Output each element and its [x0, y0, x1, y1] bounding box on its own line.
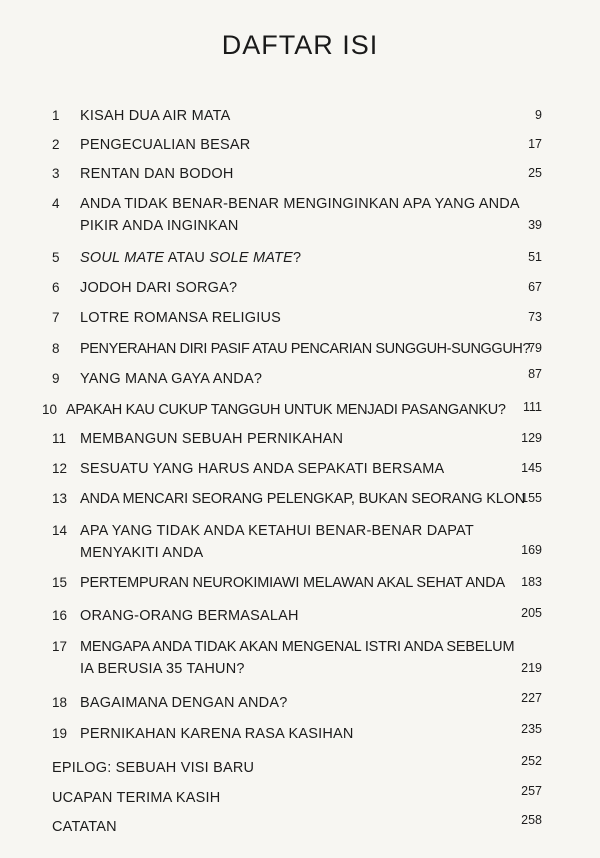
page-number: 252 — [521, 754, 542, 768]
chapter-title-continued: MENYAKITI ANDA — [80, 545, 204, 561]
page-number: 155 — [521, 491, 542, 505]
chapter-title: PENYERAHAN DIRI PASIF ATAU PENCARIAN SUNGGUH-SUNGGUH? — [80, 341, 531, 357]
page-number: 235 — [521, 722, 542, 736]
chapter-title-continued: PIKIR ANDA INGINKAN — [80, 218, 239, 234]
chapter-title: JODOH DARI SORGA? — [80, 280, 238, 296]
chapter-title: YANG MANA GAYA ANDA? — [80, 371, 263, 387]
chapter-number: 13 — [52, 491, 68, 506]
chapter-title: ANDA TIDAK BENAR-BENAR MENGINGINKAN APA YANG ANDA — [80, 196, 520, 212]
chapter-number: 16 — [52, 608, 68, 623]
chapter-title-italic: SOLE MATE — [209, 250, 293, 266]
chapter-title — [80, 250, 301, 266]
chapter-title: ANDA MENCARI SEORANG PELENGKAP, BUKAN SEORANG KLON — [80, 491, 525, 507]
chapter-number: 15 — [52, 575, 68, 590]
chapter-number: 17 — [52, 639, 68, 654]
chapter-number: 6 — [52, 280, 60, 295]
chapter-title: RENTAN DAN BODOH — [80, 166, 234, 182]
chapter-number: 10 — [42, 402, 58, 417]
chapter-number: 7 — [52, 310, 60, 325]
page-number: 219 — [521, 661, 542, 675]
page-number: 258 — [521, 813, 542, 827]
chapter-title: APAKAH KAU CUKUP TANGGUH UNTUK MENJADI PASANGANKU? — [66, 402, 506, 418]
chapter-title-mid: ATAU — [164, 250, 210, 266]
chapter-title: MENGAPA ANDA TIDAK AKAN MENGENAL ISTRI ANDA SEBELUM — [80, 639, 515, 655]
page-number: 9 — [535, 108, 542, 122]
chapter-title: PERTEMPURAN NEUROKIMIAWI MELAWAN AKAL SEHAT ANDA — [80, 575, 505, 591]
back-matter-title: EPILOG: SEBUAH VISI BARU — [52, 760, 255, 776]
page-number: 129 — [521, 431, 542, 445]
page-number: 79 — [528, 341, 542, 355]
chapter-title: SESUATU YANG HARUS ANDA SEPAKATI BERSAMA — [80, 461, 445, 477]
chapter-number: 12 — [52, 461, 68, 476]
chapter-number: 14 — [52, 523, 68, 538]
page-number: 145 — [521, 461, 542, 475]
chapter-title: BAGAIMANA DENGAN ANDA? — [80, 695, 288, 711]
page-number: 39 — [528, 218, 542, 232]
chapter-title-end: ? — [292, 250, 302, 266]
page-number: 51 — [528, 250, 542, 264]
chapter-title: APA YANG TIDAK ANDA KETAHUI BENAR-BENAR DAPAT — [80, 523, 474, 539]
page-number: 227 — [521, 691, 542, 705]
chapter-number: 19 — [52, 726, 68, 741]
chapter-title-continued: IA BERUSIA 35 TAHUN? — [80, 661, 245, 677]
page-number: 73 — [528, 310, 542, 324]
chapter-title-italic: SOUL MATE — [80, 250, 165, 266]
page-title: DAFTAR ISI — [221, 30, 379, 60]
page-number: 25 — [528, 166, 542, 180]
page-number: 257 — [521, 784, 542, 798]
chapter-number: 11 — [52, 431, 67, 446]
page-number: 169 — [521, 543, 542, 557]
chapter-title: KISAH DUA AIR MATA — [80, 108, 231, 124]
chapter-title: ORANG-ORANG BERMASALAH — [80, 608, 299, 624]
page-number: 87 — [528, 367, 542, 381]
page-number: 17 — [528, 137, 542, 151]
chapter-number: 9 — [52, 371, 60, 386]
chapter-number: 3 — [52, 166, 60, 181]
back-matter-title: CATATAN — [52, 819, 117, 835]
chapter-title: PERNIKAHAN KARENA RASA KASIHAN — [80, 726, 354, 742]
chapter-title: LOTRE ROMANSA RELIGIUS — [80, 310, 281, 326]
page-number: 111 — [522, 400, 542, 414]
chapter-number: 18 — [52, 695, 68, 710]
page-number: 67 — [528, 280, 542, 294]
chapter-title: PENGECUALIAN BESAR — [80, 137, 251, 153]
chapter-number: 5 — [52, 250, 60, 265]
chapter-number: 8 — [52, 341, 60, 356]
chapter-number: 2 — [52, 137, 60, 152]
back-matter-title: UCAPAN TERIMA KASIH — [52, 790, 221, 806]
chapter-number: 1 — [52, 108, 60, 123]
page-number: 183 — [521, 575, 542, 589]
page-number: 205 — [521, 606, 542, 620]
chapter-title: MEMBANGUN SEBUAH PERNIKAHAN — [80, 431, 344, 447]
chapter-number: 4 — [52, 196, 60, 211]
